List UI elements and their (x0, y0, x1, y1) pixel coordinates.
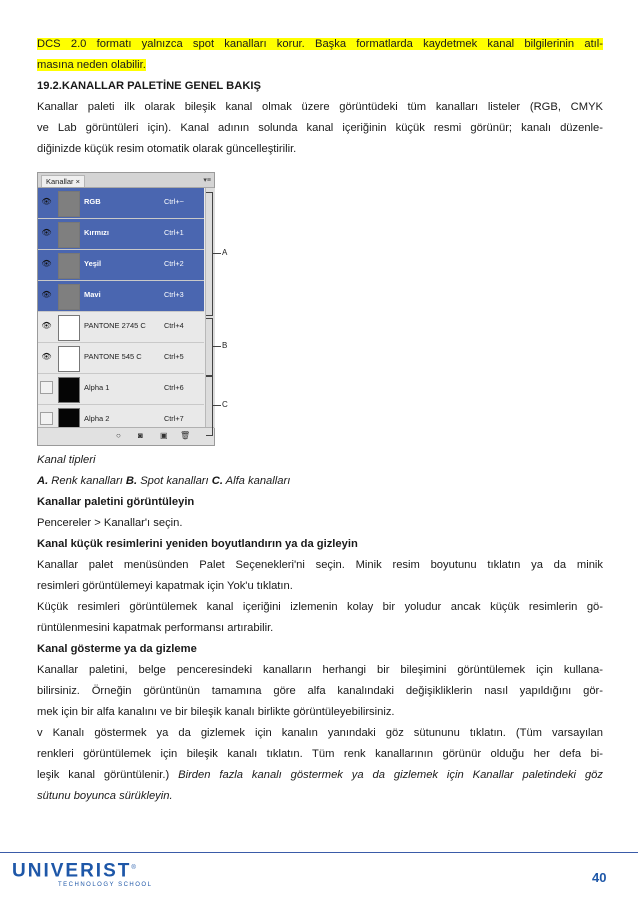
channel-name: RGB (84, 197, 101, 206)
highlighted-text: masına neden olabilir. (37, 59, 146, 71)
channel-row-blue[interactable] (38, 281, 204, 312)
menu-icon[interactable]: ▾≡ (203, 177, 211, 184)
text-line: Kanallar palet menüsünden Palet Seçenekleri'ni seçin. Minik resim boyutunu tıklatın ya da minik (37, 559, 603, 571)
channel-row-rgb[interactable] (38, 188, 204, 219)
bracket-c-tick (213, 405, 221, 406)
channel-row-pantone-545[interactable] (38, 343, 204, 374)
panel-title-bar (38, 173, 214, 188)
section-heading: Kanallar paletini görüntüleyin (37, 496, 195, 508)
overview-line-3: diğinizde küçük resim otomatik olarak güncelleştirilir. (37, 143, 297, 155)
visibility-checkbox[interactable] (40, 381, 53, 394)
text-line: v Kanalı göstermek ya da gizlemek için kanalın yanındaki göz sütununu tıklatın. (Tüm varsayılan (37, 727, 603, 739)
eye-icon[interactable]: 👁 (41, 321, 52, 330)
channel-name: Alpha 2 (84, 414, 110, 423)
eye-icon[interactable]: 👁 (41, 197, 52, 206)
channel-shortcut: Ctrl+6 (164, 383, 184, 392)
figure-caption-title: Kanal tipleri (37, 454, 96, 466)
channel-shortcut: Ctrl+7 (164, 414, 184, 423)
text-line: Pencereler > Kanallar'ı seçin. (37, 517, 183, 529)
eye-icon[interactable]: 👁 (41, 228, 52, 237)
channel-name: PANTONE 2745 C (84, 321, 146, 330)
channel-thumbnail (58, 191, 80, 217)
visibility-checkbox[interactable] (40, 412, 53, 425)
channels-panel (37, 172, 215, 446)
bracket-label-c: C (222, 400, 228, 409)
bracket-b-tick (213, 346, 221, 347)
channel-shortcut: Ctrl+4 (164, 321, 184, 330)
overview-line-1: Kanallar paleti ilk olarak bileşik kanal olmak üzere görüntüdeki tüm kanalları listeler (RGB, CMYK (37, 101, 603, 113)
save-selection-icon[interactable]: ◙ (138, 431, 143, 440)
channel-thumbnail (58, 377, 80, 403)
section-heading: 19.2.KANALLAR PALETİNE GENEL BAKIŞ (37, 80, 261, 92)
intro-paragraph-line-2 (37, 55, 603, 76)
intro-paragraph-line-1 (37, 34, 603, 55)
channel-shortcut: Ctrl+5 (164, 352, 184, 361)
channel-name: Yeşil (84, 259, 102, 268)
bracket-a (206, 192, 213, 316)
bracket-a-tick (213, 253, 221, 254)
figure-caption-legend: A. Renk kanalları B. Spot kanalları C. Alfa kanalları (37, 475, 291, 487)
panel-footer (38, 427, 214, 445)
footer-divider (0, 852, 638, 853)
channel-thumbnail (58, 315, 80, 341)
text-line: Küçük resimleri görüntülemek kanal içeriğini izlemenin kolay bir yoludur ancak küçük resimlerin gö- (37, 601, 603, 613)
eye-icon[interactable]: 👁 (41, 259, 52, 268)
page-number: 40 (592, 870, 607, 885)
channel-shortcut: Ctrl+3 (164, 290, 184, 299)
channel-name: Kırmızı (84, 228, 110, 237)
channel-row-alpha-1[interactable] (38, 374, 204, 405)
channel-row-red[interactable] (38, 219, 204, 250)
channel-shortcut: Ctrl+~ (164, 197, 184, 206)
text-line: resimleri görüntülemeyi kapatmak için Yok'u tıklatın. (37, 580, 293, 592)
channel-thumbnail (58, 346, 80, 372)
bracket-label-a: A (222, 248, 228, 257)
page-body-continued (37, 450, 603, 807)
bracket-c (206, 376, 213, 436)
text-line: leşik kanal görüntülenir.) Birden fazla kanalı göstermek ya da gizlemek için Kanallar paletindeki göz (37, 769, 603, 781)
text-line: renkleri görüntülemek için bileşik kanalı tıklatın. Tüm renk kanallarının görünür olduğu her defa bi- (37, 748, 603, 760)
channel-thumbnail (58, 222, 80, 248)
channel-thumbnail (58, 284, 80, 310)
text-line: rüntülenmesini kapatmak performansı artırabilir. (37, 622, 274, 634)
channel-row-green[interactable] (38, 250, 204, 281)
overview-line-2: ve Lab görüntüleri için). Kanal adının solunda kanal içeriğinin küçük resmi görünür; kanalı düzenle- (37, 122, 603, 134)
close-icon[interactable]: × (75, 177, 81, 186)
section-heading: Kanal küçük resimlerini yeniden boyutlandırın ya da gizleyin (37, 538, 358, 550)
channel-thumbnail (58, 253, 80, 279)
delete-channel-icon[interactable]: 🗑 (180, 431, 191, 440)
bracket-b (206, 318, 213, 376)
text-line: Kanallar paletini, belge penceresindeki kanalların herhangi bir bileşimini görüntülemek için kullana- (37, 664, 603, 676)
channel-name: Mavi (84, 290, 101, 299)
channel-row-pantone-2745[interactable] (38, 312, 204, 343)
eye-icon[interactable]: 👁 (41, 352, 52, 361)
load-selection-icon[interactable]: ○ (116, 431, 121, 440)
text-line: mek için bir alfa kanalını ve bir bileşik kanalı birlikte görüntüleyebilirsiniz. (37, 706, 395, 718)
text-line: sütunu boyunca sürükleyin. (37, 790, 173, 802)
eye-icon[interactable]: 👁 (41, 290, 52, 299)
bracket-label-b: B (222, 341, 228, 350)
channel-shortcut: Ctrl+2 (164, 259, 184, 268)
tab-channels[interactable]: Kanallar × (41, 175, 85, 187)
univerist-logo: UNIVERIST® TECHNOLOGY SCHOOL (12, 860, 153, 889)
new-channel-icon[interactable]: ▣ (160, 431, 168, 440)
highlighted-text: DCS 2.0 formatı yalnızca spot kanalları korur. Başka formatlarda kaydetmek kanal bilgilerinin atıl- (37, 38, 603, 50)
channel-name: PANTONE 545 C (84, 352, 142, 361)
page-body (37, 34, 603, 160)
section-heading: Kanal gösterme ya da gizleme (37, 643, 197, 655)
text-line: bilirsiniz. Örneğin görüntünün tamamına göre alfa kanalındaki değişikliklerin nasıl yapıldığını gör- (37, 685, 603, 697)
channel-shortcut: Ctrl+1 (164, 228, 184, 237)
channel-name: Alpha 1 (84, 383, 110, 392)
